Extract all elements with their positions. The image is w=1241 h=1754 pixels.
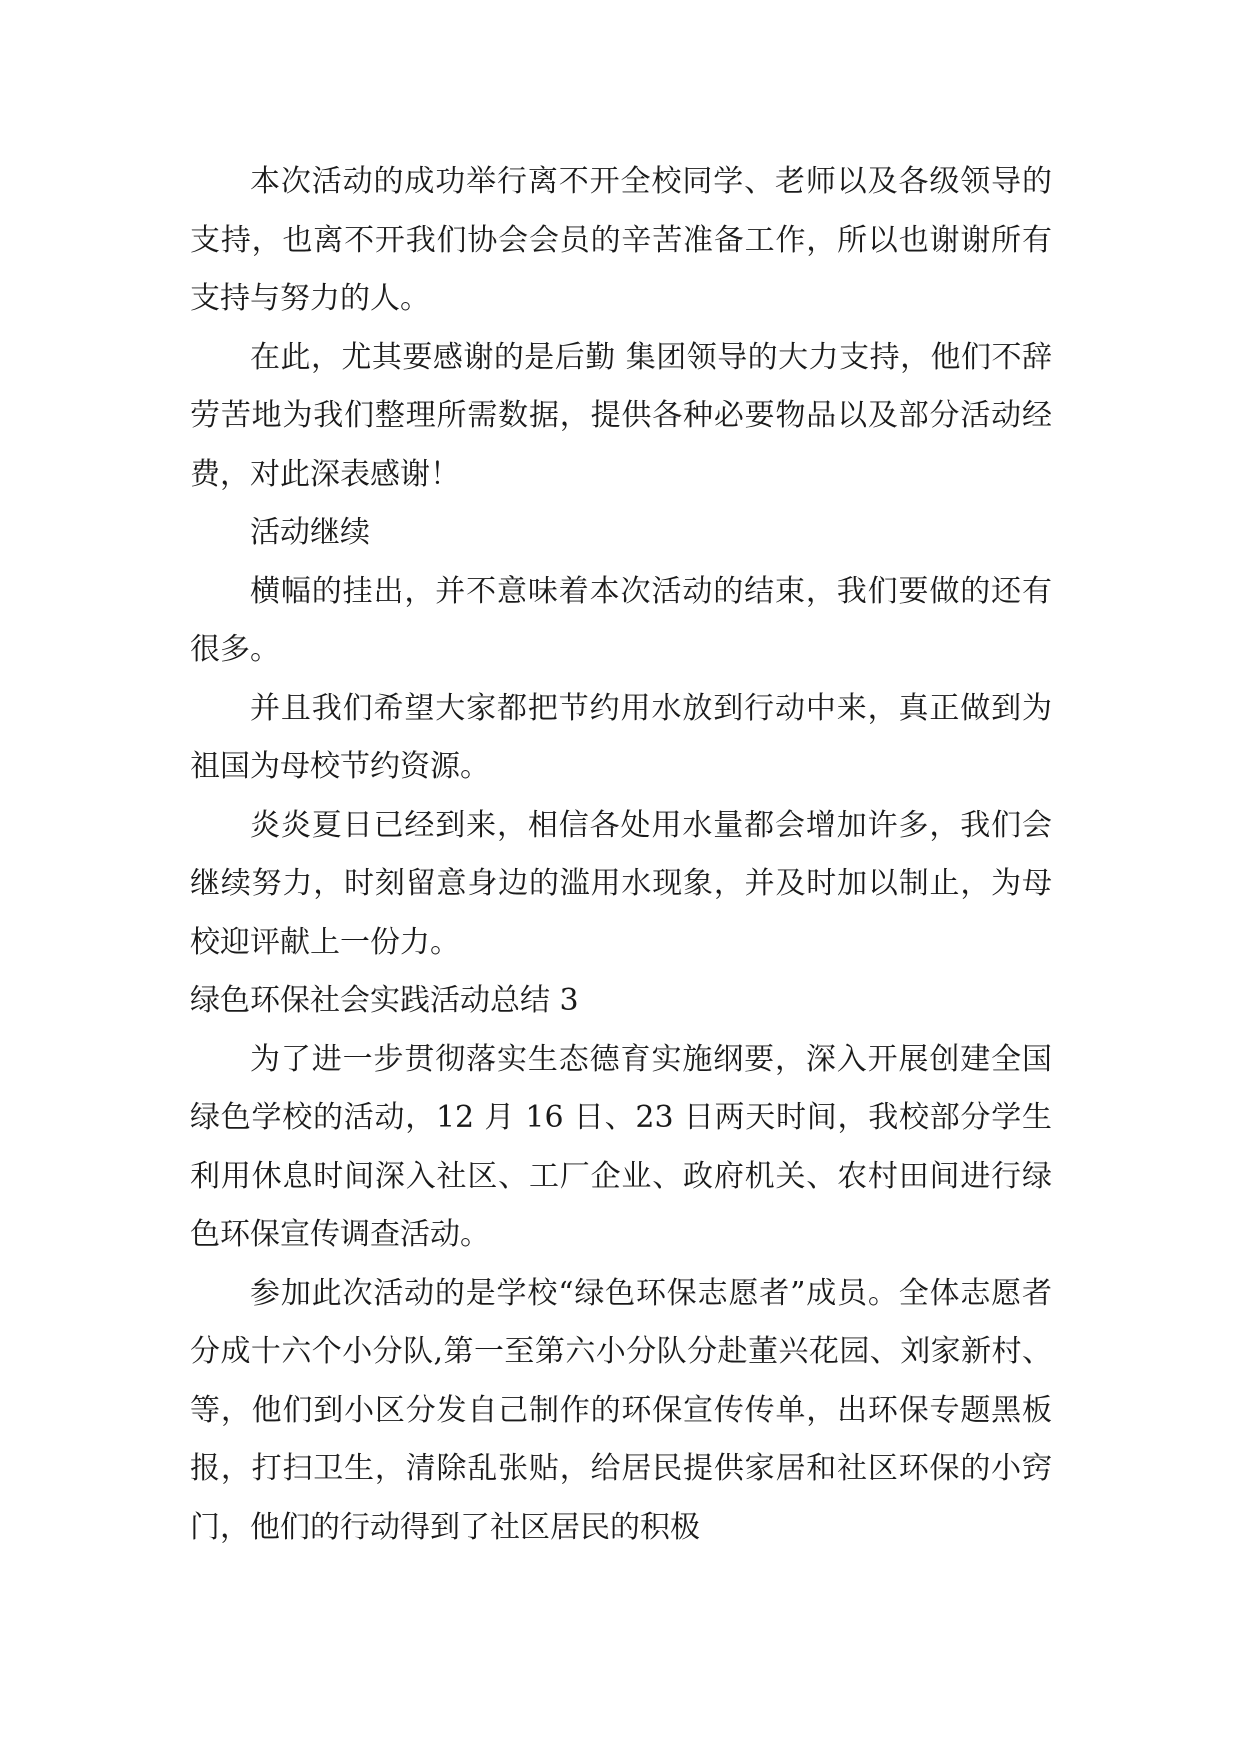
document-body: [190, 153, 1052, 1557]
paragraph-thanks-logistics: 在此，尤其要感谢的是后勤 集团领导的大力支持，他们不辞劳苦地为我们整理所需数据，提供各种必要物品以及部分活动经费，对此深表感谢！: [190, 339, 1052, 492]
paragraph-summer: 炎炎夏日已经到来，相信各处用水量都会增加许多，我们会继续努力，时刻留意身边的滥用水现象，并及时加以制止，为母校迎评献上一份力。: [190, 807, 1052, 960]
paragraph-green-school: 为了进一步贯彻落实生态德育实施纲要，深入开展创建全国绿色学校的活动，12 月 16 日、23 日两天时间，我校部分学生利用休息时间深入社区、工厂企业、政府机关、农村田间进行绿色环保宣传调查活动。: [190, 1041, 1052, 1252]
paragraph-save-water: 并且我们希望大家都把节约用水放到行动中来，真正做到为祖国为母校节约资源。: [190, 690, 1052, 784]
paragraph-banner: 横幅的挂出，并不意味着本次活动的结束，我们要做的还有很多。: [190, 573, 1052, 667]
paragraph-thanks-support: 本次活动的成功举行离不开全校同学、老师以及各级领导的支持，也离不开我们协会会员的辛苦准备工作，所以也谢谢所有支持与努力的人。: [190, 164, 1052, 316]
paragraph-volunteers: 参加此次活动的是学校“绿色环保志愿者”成员。全体志愿者分成十六个小分队,第一至第六小分队分赴董兴花园、刘家新村、等，他们到小区分发自己制作的环保宣传传单，出环保专题黑板报，打扫卫生，清除乱张贴，给居民提供家居和社区环保的小窍门，他们的行动得到了社区居民的积极: [190, 1275, 1052, 1545]
section-heading: 绿色环保社会实践活动总结 3: [190, 983, 579, 1018]
paragraph-activity-continues: 活动继续: [250, 515, 370, 550]
